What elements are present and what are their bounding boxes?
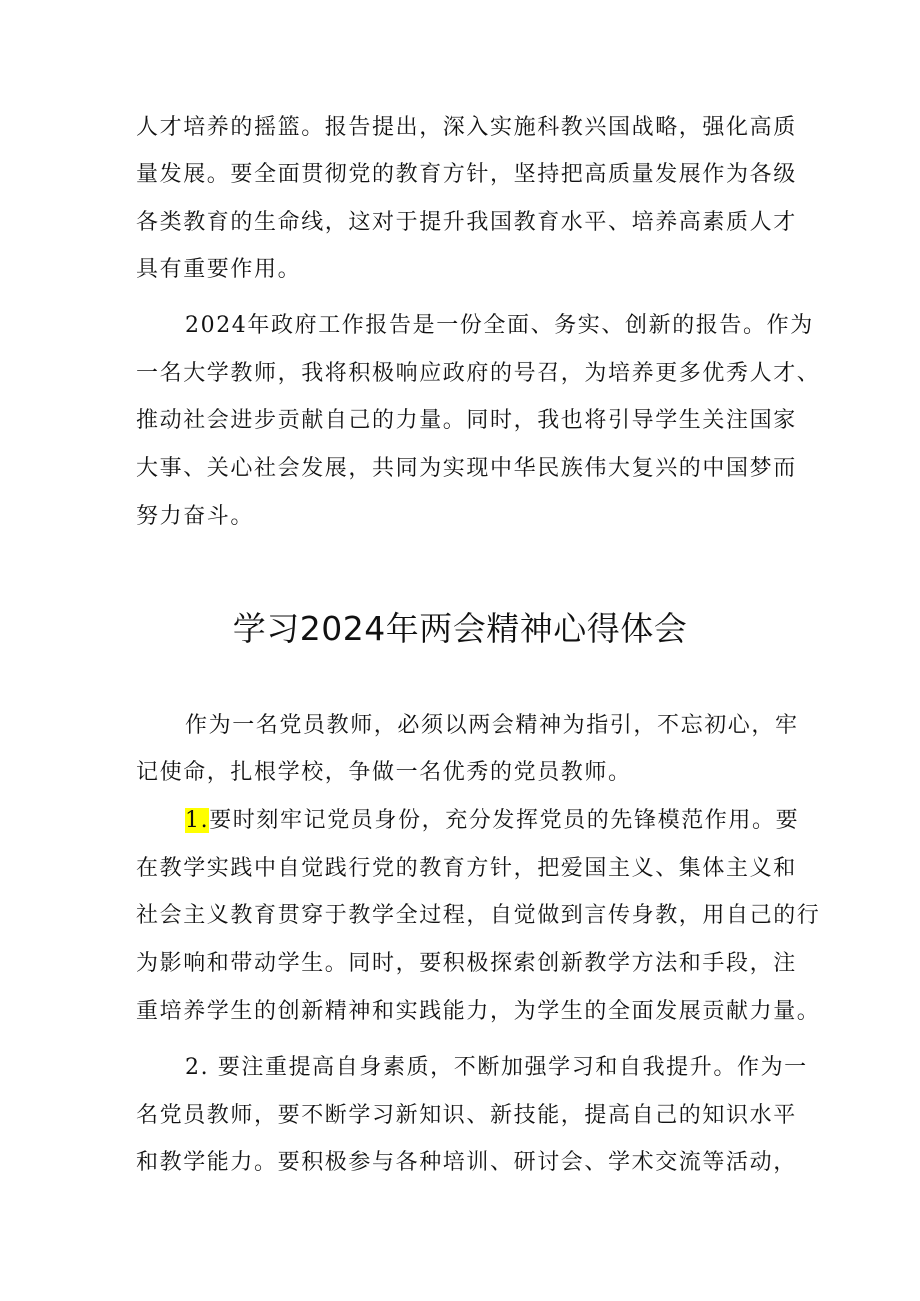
item-1-first-text: 要时刻牢记党员身份，充分发挥党员的先锋模范作用。要 [209,808,800,833]
paragraph-c-line-2: 记使命，扎根学校，争做一名优秀的党员教师。 [136,760,632,785]
item-1-line-2: 在教学实践中自觉践行党的教育方针，把爱国主义、集体主义和 [136,856,797,881]
item-1-number: 1. [185,808,210,833]
paragraph-a-line-1: 人才培养的摇篮。报告提出，深入实施科教兴国战略，强化高质 [136,115,797,140]
item-1-line-5: 重培养学生的创新精神和实践能力，为学生的全面发展贡献力量。 [136,999,821,1024]
paragraph-b-line-5: 努力奋斗。 [136,504,255,529]
paragraph-b-line-2: 一名大学教师，我将积极响应政府的号召，为培养更多优秀人才、 [136,361,821,386]
item-1-line-3: 社会主义教育贯穿于教学全过程，自觉做到言传身教，用自己的行 [136,903,821,928]
paragraph-b-line-3: 推动社会进步贡献自己的力量。同时，我也将引导学生关注国家 [136,408,797,433]
paragraph-a-line-3: 各类教育的生命线，这对于提升我国教育水平、培养高素质人才 [136,210,797,235]
paragraph-c-line-1: 作为一名党员教师，必须以两会精神为指引，不忘初心，牢 [185,713,799,738]
paragraph-a-line-2: 量发展。要全面贯彻党的教育方针，坚持把高质量发展作为各级 [136,162,797,187]
paragraph-b-line-4: 大事、关心社会发展，共同为实现中华民族伟大复兴的中国梦而 [136,456,797,481]
item-2-line-1: 2. 要注重提高自身素质，不断加强学习和自我提升。作为一 [185,1055,808,1080]
item-2-line-2: 名党员教师，要不断学习新知识、新技能，提高自己的知识水平 [136,1103,797,1128]
paragraph-b-line-1: 2024年政府工作报告是一份全面、务实、创新的报告。作为 [185,313,814,338]
item-1-line-1 [185,806,800,836]
item-1-line-4: 为影响和带动学生。同时，要积极探索创新教学方法和手段，注 [136,951,797,976]
item-2-line-3: 和教学能力。要积极参与各种培训、研讨会、学术交流等活动， [136,1150,797,1175]
paragraph-a-line-4: 具有重要作用。 [136,257,302,282]
section-title: 学习2024年两会精神心得体会 [232,609,688,648]
